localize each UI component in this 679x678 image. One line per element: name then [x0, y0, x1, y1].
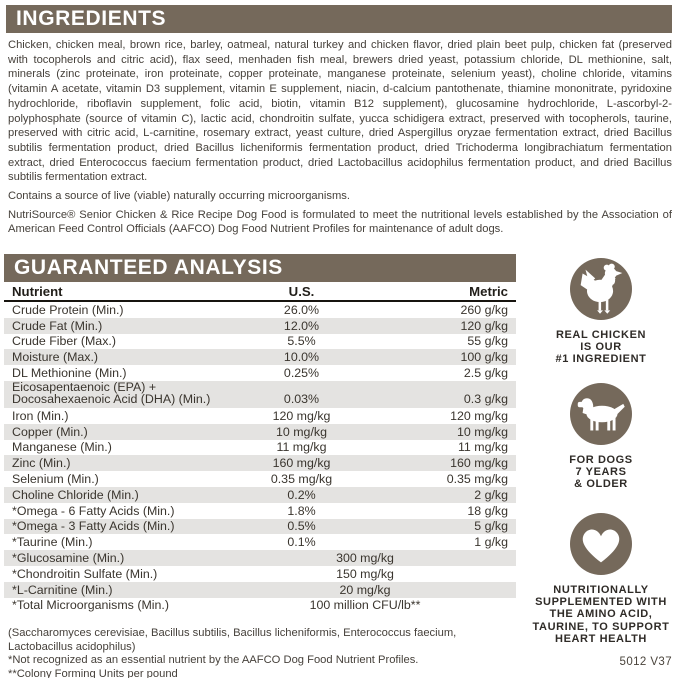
nutrient-cell: Crude Fiber (Max.)	[12, 334, 116, 349]
merged-value-cell: 100 million CFU/lb**	[309, 598, 421, 613]
contains-note: Contains a source of live (viable) naturally occurring microorganisms.	[8, 190, 350, 203]
metric-value-cell: 11 mg/kg	[457, 440, 508, 455]
badge-senior-dogs	[528, 383, 674, 491]
nutrient-cell: Manganese (Min.)	[12, 440, 112, 455]
table-row	[4, 349, 516, 365]
column-header-us: U.S.	[288, 284, 315, 299]
us-value-cell: 0.5%	[287, 519, 316, 534]
us-value-cell: 0.03%	[283, 391, 320, 406]
analysis-table	[4, 302, 516, 613]
metric-value-cell: 2.5 g/kg	[463, 366, 508, 381]
table-row	[4, 503, 516, 519]
table-row	[4, 534, 516, 550]
merged-value-cell: 300 mg/kg	[336, 551, 394, 566]
nutrient-cell	[4, 381, 244, 406]
table-row	[4, 440, 516, 456]
us-value-cell: 12.0%	[283, 318, 320, 333]
chicken-icon	[570, 258, 632, 320]
table-row	[4, 550, 516, 566]
nutrient-cell: *Omega - 6 Fatty Acids (Min.)	[12, 503, 175, 518]
us-value-cell: 1.8%	[287, 503, 316, 518]
nutrient-cell: *Taurine (Min.)	[12, 535, 93, 550]
ingredients-section-title: INGREDIENTS	[6, 5, 672, 33]
us-value-cell: 0.1%	[287, 535, 316, 550]
footnote-microorganism-list: (Saccharomyces cerevisiae, Bacillus subtilis, Bacillus licheniformis, Enterococcus faecium, Lactobacillus acidophilus)	[8, 627, 457, 653]
metric-value-cell: 18 g/kg	[467, 503, 508, 518]
nutrient-cell: *L-Carnitine (Min.)	[12, 582, 113, 597]
metric-value-cell: 5 g/kg	[474, 519, 508, 534]
us-value-cell: 0.35 mg/kg	[270, 472, 333, 487]
nutrient-cell: *Glucosamine (Min.)	[12, 551, 125, 566]
nutrient-cell: DL Methionine (Min.)	[12, 366, 127, 381]
us-value-cell: 11 mg/kg	[276, 440, 327, 455]
us-value-cell: 0.2%	[287, 487, 316, 502]
table-row	[4, 365, 516, 381]
table-row	[4, 455, 516, 471]
nutrient-line-2: Docosahexaenoic Acid (DHA) (Min.)	[12, 392, 211, 407]
table-row	[4, 598, 516, 614]
analysis-table-header	[4, 284, 516, 302]
metric-value-cell: 120 g/kg	[460, 318, 508, 333]
table-row	[4, 566, 516, 582]
table-row	[4, 471, 516, 487]
guaranteed-analysis-section-title: GUARANTEED ANALYSIS	[4, 254, 516, 282]
metric-value-cell: 0.3 g/kg	[463, 391, 508, 406]
table-row	[4, 334, 516, 350]
nutrient-cell: Moisture (Max.)	[12, 350, 99, 365]
nutrient-cell: *Total Microorganisms (Min.)	[12, 598, 169, 613]
nutrient-cell: Copper (Min.)	[12, 424, 88, 439]
nutrient-cell: Zinc (Min.)	[12, 456, 71, 471]
aafco-statement: NutriSource® Senior Chicken & Rice Recipe Dog Food is formulated to meet the nutritional levels established by the Association of American Feed Control Officials (AAFCO) Dog Food Nutrient Profiles for maintenance of adult dogs.	[8, 208, 672, 236]
table-row	[4, 318, 516, 334]
metric-value-cell: 120 mg/kg	[450, 408, 508, 423]
badge-real-chicken	[528, 258, 674, 366]
metric-value-cell: 160 mg/kg	[450, 456, 508, 471]
merged-value-cell: 20 mg/kg	[339, 582, 391, 597]
badge-caption: NUTRITIONALLY SUPPLEMENTED WITH THE AMINO ACID, TAURINE, TO SUPPORT HEART HEALTH	[532, 584, 670, 645]
metric-value-cell: 55 g/kg	[467, 334, 508, 349]
us-value-cell: 10.0%	[283, 350, 320, 365]
us-value-cell: 5.5%	[287, 334, 316, 349]
metric-value-cell: 260 g/kg	[460, 302, 508, 317]
metric-value-cell: 0.35 mg/kg	[446, 472, 508, 487]
nutrient-cell: *Chondroitin Sulfate (Min.)	[12, 566, 158, 581]
dog-icon	[570, 383, 632, 445]
footnotes	[8, 627, 498, 678]
table-row	[4, 381, 516, 408]
footnote-not-recognized: *Not recognized as an essential nutrient by the AAFCO Dog Food Nutrient Profiles.	[8, 654, 419, 666]
metric-value-cell: 1 g/kg	[474, 535, 508, 550]
badge-caption: FOR DOGS 7 YEARS & OLDER	[569, 454, 633, 491]
nutrient-cell: Crude Fat (Min.)	[12, 318, 103, 333]
us-value-cell: 10 mg/kg	[276, 424, 327, 439]
badge-caption: REAL CHICKEN IS OUR #1 INGREDIENT	[555, 329, 647, 366]
us-value-cell: 120 mg/kg	[272, 408, 331, 423]
us-value-cell: 26.0%	[283, 302, 320, 317]
us-value-cell: 0.25%	[283, 366, 320, 381]
metric-value-cell: 100 g/kg	[460, 350, 508, 365]
table-row	[4, 408, 516, 424]
merged-value-cell: 150 mg/kg	[336, 566, 394, 581]
nutrient-cell: Selenium (Min.)	[12, 472, 99, 487]
table-row	[4, 424, 516, 440]
table-row	[4, 582, 516, 598]
document-code: 5012 V37	[619, 656, 672, 668]
metric-value-cell: 2 g/kg	[474, 487, 508, 502]
us-value-cell: 160 mg/kg	[272, 456, 331, 471]
nutrient-cell: Choline Chloride (Min.)	[12, 487, 139, 502]
ingredients-text-block	[8, 38, 672, 237]
footnote-cfu: **Colony Forming Units per pound	[8, 667, 178, 678]
nutrient-cell: Iron (Min.)	[12, 408, 69, 423]
table-row	[4, 487, 516, 503]
column-header-nutrient: Nutrient	[12, 284, 63, 299]
heart-icon	[570, 513, 632, 575]
nutrient-line-1: Eicosapentaenoic (EPA) +	[12, 379, 157, 394]
nutrient-cell: *Omega - 3 Fatty Acids (Min.)	[12, 519, 175, 534]
nutrient-cell: Crude Protein (Min.)	[12, 302, 124, 317]
table-row	[4, 519, 516, 535]
column-header-metric: Metric	[469, 284, 508, 299]
badge-heart-health	[528, 513, 674, 645]
table-row	[4, 302, 516, 318]
metric-value-cell: 10 mg/kg	[457, 424, 508, 439]
ingredients-list: Chicken, chicken meal, brown rice, barley, oatmeal, natural turkey and chicken flavor, dried plain beet pulp, chicken fat (preserved with tocopherols and citric acid), flax seed, menhaden fish meal, brewers dried yeast, potassium chloride, DL methionine, salt, minerals (zinc proteinate, iron proteinate, copper proteinate, manganese proteinate, selenium yeast), choline chloride, vitamins (vitamin A acetate, vitamin D3 supplement, vitamin E supplement, niacin, d-calcium pantothenate, thiamine mononitrate, pyridoxine hydrochloride, riboflavin supplement, folic acid, biotin, vitamin B12 supplement), glucosamine hydrochloride, L-ascorbyl-2-polyphosphate (source of vitamin C), lactic acid, chondroitin sulfate, yucca schidigera extract, preserved with tocopherols, taurine, preserved with citric acid, L-carnitine, rosemary extract, yeast culture, dried Aspergillus oryzae fermentation extract, dried Bacillus subtilis fermentation product, dried Bacillus licheniformis fermentation product, dried Trichoderma longibrachiatum fermentation extract, dried Enterococcus faecium fermentation product, dried Lactobacillus acidophilus fermentation product, and dried Bacillus subtilis fermentation extract.	[8, 39, 672, 184]
